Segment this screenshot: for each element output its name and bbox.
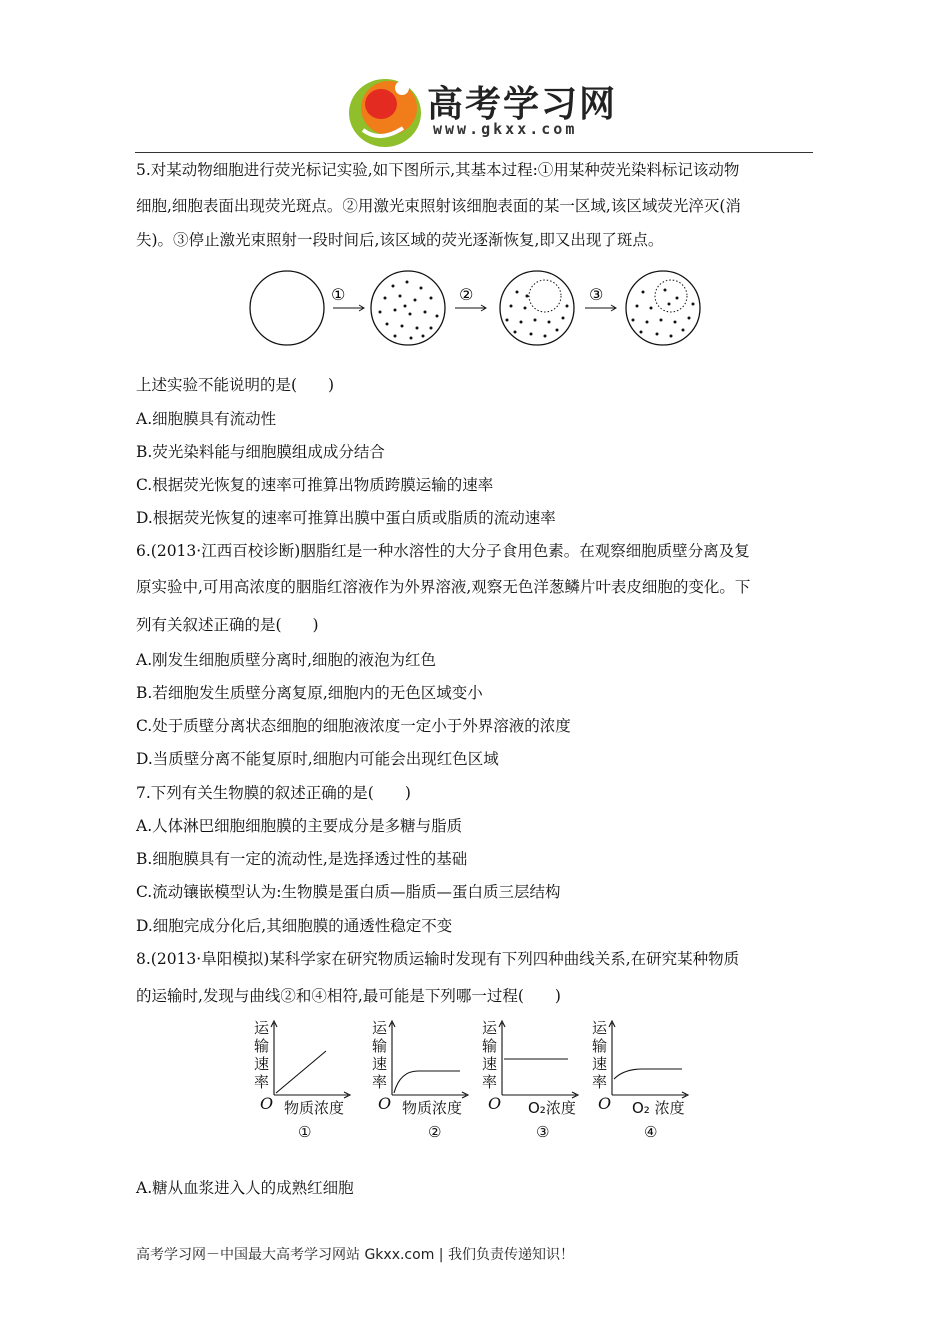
transport-rate-graphs bbox=[248, 1015, 708, 1145]
curve-2 bbox=[394, 1071, 460, 1093]
fluorescence-figure bbox=[245, 268, 705, 348]
q5-line-2: 细胞,细胞表面出现荧光斑点。②用激光束照射该细胞表面的某一区域,该区域荧光淬灭(消 bbox=[136, 197, 741, 215]
svg-text:速: 速 bbox=[482, 1055, 498, 1073]
q5-option-c: C.根据荧光恢复的速率可推算出物质跨膜运输的速率 bbox=[136, 476, 494, 494]
q7-option-b: B.细胞膜具有一定的流动性,是选择透过性的基础 bbox=[136, 850, 468, 868]
fluorescent-spots-1 bbox=[379, 281, 439, 340]
graph-1-xlabel: 物质浓度 bbox=[284, 1099, 345, 1117]
q5-option-b: B.荧光染料能与细胞膜组成成分结合 bbox=[136, 443, 385, 461]
svg-text:率: 率 bbox=[372, 1073, 388, 1091]
q6-line-1: 6.(2013·江西百校诊断)胭脂红是一种水溶性的大分子食用色素。在观察细胞质壁分离及复 bbox=[136, 542, 750, 560]
fluorescent-spots-3 bbox=[632, 289, 695, 338]
graph-2-xlabel: 物质浓度 bbox=[402, 1099, 463, 1117]
q8-option-a: A.糖从血浆进入人的成熟红细胞 bbox=[136, 1179, 354, 1197]
curve-1 bbox=[276, 1051, 326, 1093]
graph-3-xlabel: O₂浓度 bbox=[528, 1099, 576, 1117]
logo-url-text: www.gkxx.com bbox=[433, 120, 578, 138]
graph-2-number: ② bbox=[428, 1123, 442, 1141]
svg-text:率: 率 bbox=[482, 1073, 498, 1091]
svg-text:O: O bbox=[488, 1094, 502, 1113]
svg-text:输: 输 bbox=[592, 1037, 608, 1055]
header-rule bbox=[135, 152, 813, 153]
q5-line-3: 失)。③停止激光束照射一段时间后,该区域的荧光逐渐恢复,即又出现了斑点。 bbox=[136, 231, 664, 249]
svg-text:速: 速 bbox=[254, 1055, 270, 1073]
q7-option-d: D.细胞完成分化后,其细胞膜的通透性稳定不变 bbox=[136, 917, 453, 935]
logo-brand-text: 高考学习网 bbox=[427, 84, 618, 125]
graph-4-xlabel: O₂ 浓度 bbox=[632, 1099, 685, 1117]
svg-text:输: 输 bbox=[482, 1037, 498, 1055]
q8-line-2: 的运输时,发现与曲线②和④相符,最可能是下列哪一过程( ) bbox=[136, 987, 561, 1005]
step-2-label: ② bbox=[459, 285, 474, 304]
svg-text:速: 速 bbox=[372, 1055, 388, 1073]
graph-2 bbox=[372, 1019, 468, 1141]
q6-option-b: B.若细胞发生质壁分离复原,细胞内的无色区域变小 bbox=[136, 684, 483, 702]
fluorescent-spots-2 bbox=[506, 291, 569, 338]
q6-option-d: D.当质壁分离不能复原时,细胞内可能会出现红色区域 bbox=[136, 750, 499, 768]
graph-3-number: ③ bbox=[536, 1123, 550, 1141]
graph-3 bbox=[482, 1019, 578, 1141]
q7-stem: 7.下列有关生物膜的叙述正确的是( ) bbox=[136, 784, 411, 802]
graph-1-number: ① bbox=[298, 1123, 312, 1141]
graph-4-number: ④ bbox=[644, 1123, 658, 1141]
svg-text:率: 率 bbox=[592, 1073, 608, 1091]
site-logo bbox=[345, 68, 625, 153]
q6-line-2: 原实验中,可用高浓度的胭脂红溶液作为外界溶液,观察无色洋葱鳞片叶表皮细胞的变化。下 bbox=[136, 578, 751, 596]
svg-text:运: 运 bbox=[592, 1019, 608, 1037]
cell-unlabeled bbox=[250, 271, 324, 345]
svg-text:O: O bbox=[378, 1094, 392, 1113]
svg-text:输: 输 bbox=[372, 1037, 388, 1055]
q5-option-a: A.细胞膜具有流动性 bbox=[136, 410, 277, 428]
svg-text:率: 率 bbox=[254, 1073, 270, 1091]
q7-option-a: A.人体淋巴细胞细胞膜的主要成分是多糖与脂质 bbox=[136, 817, 463, 835]
svg-text:速: 速 bbox=[592, 1055, 608, 1073]
page-footer: 高考学习网－中国最大高考学习网站 Gkxx.com | 我们负责传递知识！ bbox=[136, 1247, 574, 1263]
svg-text:运: 运 bbox=[254, 1019, 270, 1037]
q6-line-3: 列有关叙述正确的是( ) bbox=[136, 616, 319, 634]
q5-stem: 上述实验不能说明的是( ) bbox=[136, 376, 335, 394]
svg-text:O: O bbox=[260, 1094, 274, 1113]
logo-emblem-icon bbox=[345, 68, 425, 153]
q8-line-1: 8.(2013·阜阳模拟)某科学家在研究物质运输时发现有下列四种曲线关系,在研究某种物质 bbox=[136, 950, 740, 968]
q6-option-a: A.刚发生细胞质壁分离时,细胞的液泡为红色 bbox=[136, 651, 437, 669]
q6-option-c: C.处于质壁分离状态细胞的细胞液浓度一定小于外界溶液的浓度 bbox=[136, 717, 571, 735]
step-1-label: ① bbox=[331, 285, 346, 304]
svg-text:运: 运 bbox=[372, 1019, 388, 1037]
graph-1 bbox=[254, 1019, 350, 1141]
q7-option-c: C.流动镶嵌模型认为:生物膜是蛋白质—脂质—蛋白质三层结构 bbox=[136, 883, 561, 901]
q5-option-d: D.根据荧光恢复的速率可推算出膜中蛋白质或脂质的流动速率 bbox=[136, 509, 556, 527]
graph-4 bbox=[592, 1019, 688, 1141]
step-3-label: ③ bbox=[589, 285, 604, 304]
q5-line-1: 5.对某动物细胞进行荧光标记实验,如下图所示,其基本过程:①用某种荧光染料标记该动物 bbox=[136, 161, 740, 179]
curve-4 bbox=[614, 1069, 682, 1079]
svg-text:O: O bbox=[598, 1094, 612, 1113]
svg-text:运: 运 bbox=[482, 1019, 498, 1037]
svg-text:输: 输 bbox=[254, 1037, 270, 1055]
